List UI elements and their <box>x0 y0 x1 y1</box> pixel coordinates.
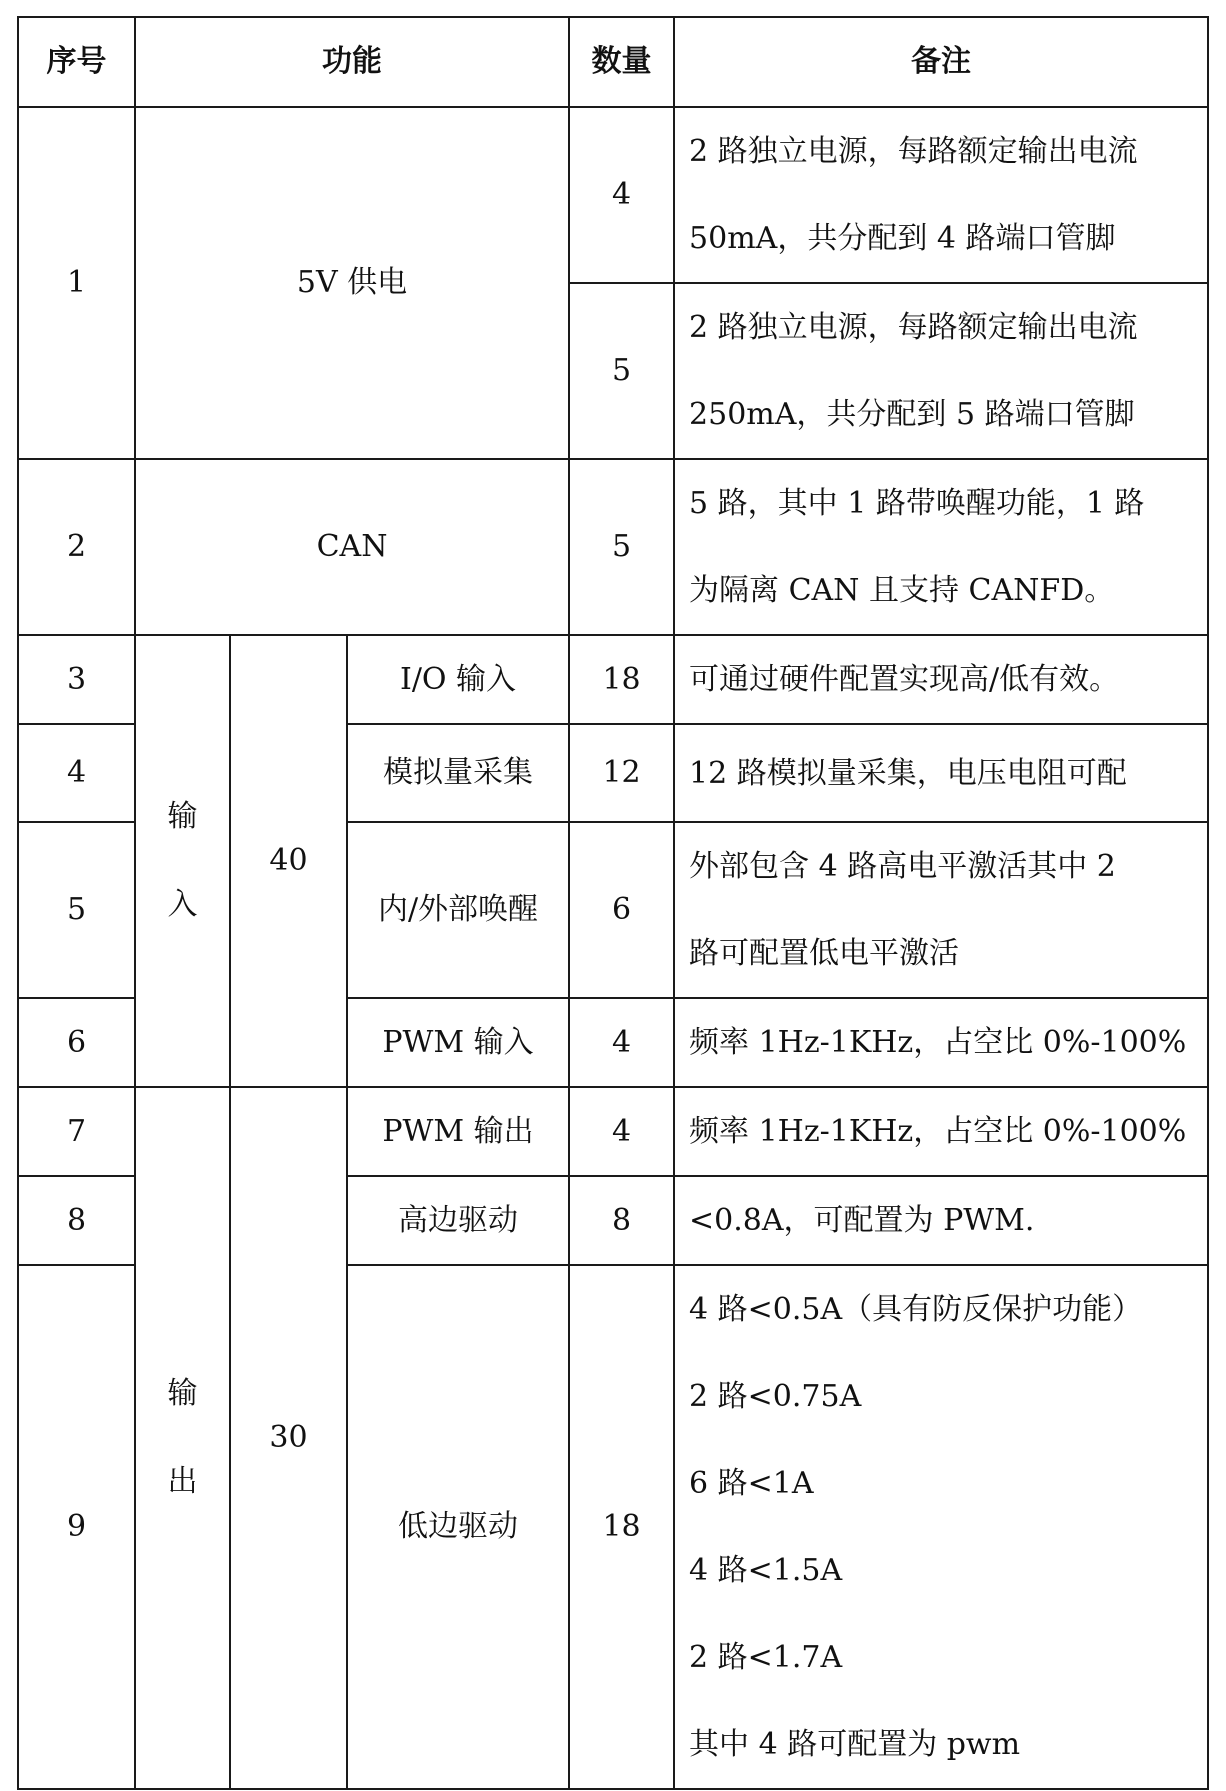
remark-line: 2 路独立电源，每路额定输出电流 <box>689 310 1138 345</box>
remark-line: 为隔离 CAN 且支持 CANFD。 <box>689 573 1115 608</box>
group-label-char: 入 <box>167 887 198 922</box>
remark-line: 频率 1Hz-1KHz，占空比 0%-100% <box>689 1114 1187 1149</box>
qty-cell: 4 <box>569 998 674 1087</box>
remark-cell <box>674 724 1208 822</box>
function-cell: CAN <box>135 459 569 635</box>
group-label-char: 出 <box>167 1464 198 1499</box>
remark-line: 外部包含 4 路高电平激活其中 2 <box>689 849 1116 884</box>
remark-line: 路可配置低电平激活 <box>689 936 960 971</box>
table-row <box>18 635 1208 724</box>
remark-line: 12 路模拟量采集，电压电阻可配 <box>689 755 1127 791</box>
remark-line: <0.8A，可配置为 PWM. <box>689 1203 1035 1238</box>
remark-line: 50mA，共分配到 4 路端口管脚 <box>689 221 1116 256</box>
function-cell: PWM 输出 <box>347 1087 569 1176</box>
qty-cell: 4 <box>569 1087 674 1176</box>
output-group-total: 30 <box>230 1087 347 1789</box>
remark-cell <box>674 1265 1208 1789</box>
remark-line: 6 路<1A <box>689 1466 814 1501</box>
qty-cell: 6 <box>569 822 674 998</box>
remark-line: 频率 1Hz-1KHz，占空比 0%-100% <box>689 1025 1187 1060</box>
remark-line: 其中 4 路可配置为 pwm <box>689 1727 1021 1762</box>
header-remark: 备注 <box>674 17 1208 107</box>
output-group-label <box>135 1087 230 1789</box>
remark-cell <box>674 635 1208 724</box>
seq-cell: 9 <box>18 1265 135 1789</box>
header-row <box>18 17 1208 107</box>
qty-cell: 5 <box>569 283 674 459</box>
qty-cell: 8 <box>569 1176 674 1265</box>
function-cell: I/O 输入 <box>347 635 569 724</box>
seq-cell: 2 <box>18 459 135 635</box>
remark-cell <box>674 998 1208 1087</box>
remark-cell <box>674 1087 1208 1176</box>
remark-cell <box>674 283 1208 459</box>
table-row <box>18 107 1208 283</box>
remark-line: 2 路<1.7A <box>689 1640 843 1675</box>
seq-cell: 7 <box>18 1087 135 1176</box>
spec-table <box>17 16 1209 1790</box>
seq-cell: 3 <box>18 635 135 724</box>
remark-line: 5 路，其中 1 路带唤醒功能，1 路 <box>689 486 1145 521</box>
input-group-total: 40 <box>230 635 347 1087</box>
header-qty: 数量 <box>569 17 674 107</box>
group-label-char: 输 <box>167 1376 198 1411</box>
header-function: 功能 <box>135 17 569 107</box>
qty-cell: 18 <box>569 635 674 724</box>
header-seq: 序号 <box>18 17 135 107</box>
remark-line: 2 路<0.75A <box>689 1379 862 1414</box>
qty-cell: 18 <box>569 1265 674 1789</box>
input-group-label <box>135 635 230 1087</box>
remark-cell <box>674 1176 1208 1265</box>
remark-cell <box>674 822 1208 998</box>
remark-line: 可通过硬件配置实现高/低有效。 <box>689 662 1120 697</box>
function-cell: 模拟量采集 <box>347 724 569 822</box>
function-cell: PWM 输入 <box>347 998 569 1087</box>
function-cell: 5V 供电 <box>135 107 569 459</box>
qty-cell: 12 <box>569 724 674 822</box>
table-row <box>18 459 1208 635</box>
seq-cell: 5 <box>18 822 135 998</box>
remark-line: 250mA，共分配到 5 路端口管脚 <box>689 397 1135 432</box>
table-row <box>18 1087 1208 1176</box>
remark-cell <box>674 459 1208 635</box>
function-cell: 高边驱动 <box>347 1176 569 1265</box>
remark-line: 4 路<0.5A（具有防反保护功能） <box>689 1292 1143 1327</box>
qty-cell: 4 <box>569 107 674 283</box>
remark-cell <box>674 107 1208 283</box>
qty-cell: 5 <box>569 459 674 635</box>
remark-line: 4 路<1.5A <box>689 1553 843 1588</box>
group-label-char: 输 <box>167 799 198 834</box>
seq-cell: 6 <box>18 998 135 1087</box>
remark-line: 2 路独立电源，每路额定输出电流 <box>689 134 1138 169</box>
seq-cell: 8 <box>18 1176 135 1265</box>
function-cell: 内/外部唤醒 <box>347 822 569 998</box>
seq-cell: 1 <box>18 107 135 459</box>
seq-cell: 4 <box>18 724 135 822</box>
function-cell: 低边驱动 <box>347 1265 569 1789</box>
